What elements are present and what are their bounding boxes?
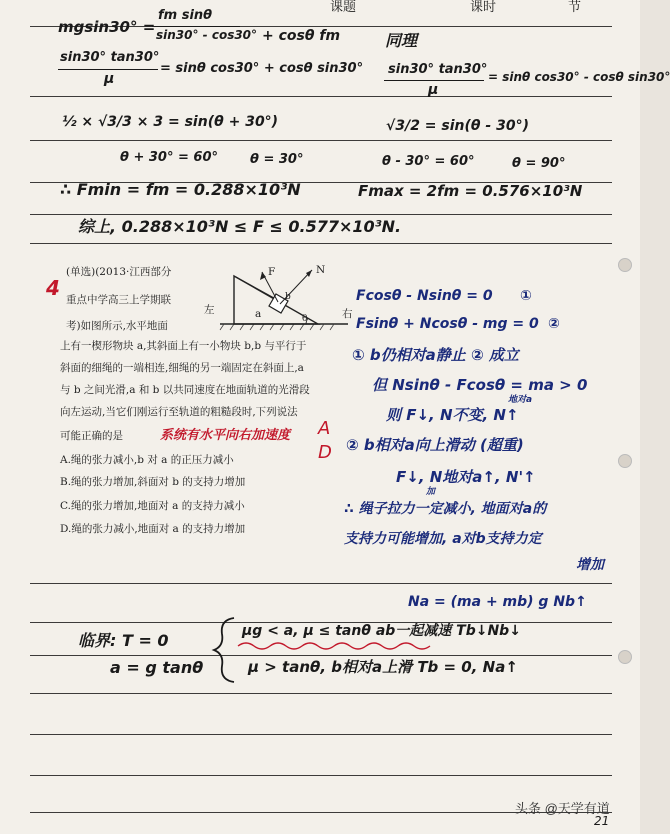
eq2-numerator: sin30° tan30°	[60, 50, 160, 65]
eq2-fraction-bar	[58, 69, 158, 70]
figure-force-n: N	[316, 264, 326, 276]
eq1-same-reasoning: 同理	[385, 31, 418, 50]
eq2b-numerator: sin30° tan30°	[388, 62, 488, 77]
header-topic-label: 课题	[330, 0, 357, 15]
sol-case2-result: F↓, N地对a↑, N'↑	[396, 468, 536, 486]
answer-a-mark: A	[318, 418, 331, 439]
eq1-denominator: sin30° - cos30°	[156, 28, 258, 42]
figure-block-b: b	[285, 292, 291, 302]
sol-eq1-tag: ①	[520, 288, 532, 304]
option-a: A.绳的张力减小,b 对 a 的正压力减小	[60, 454, 234, 466]
rule-line	[30, 96, 612, 97]
option-d: D.绳的张力减小,地面对 a 的支持力增加	[60, 523, 246, 535]
header-section-label: 节	[568, 0, 582, 15]
eq1-fraction-bar	[152, 26, 240, 27]
problem-source: (单选)(2013·江西部分	[66, 266, 172, 278]
rule-line	[30, 775, 612, 776]
problem-line-7: 可能正确的是	[60, 430, 123, 442]
figure-force-f: F	[268, 266, 276, 278]
figure-left-label: 左	[204, 304, 215, 316]
eq4-c: θ - 30° = 60°	[382, 154, 475, 169]
figure-right-label: 右	[342, 308, 353, 320]
rule-line	[30, 140, 612, 141]
critical-label: 临界: T = 0	[78, 631, 169, 650]
figure-block-a: a	[255, 308, 262, 320]
eq1-numerator: fm sinθ	[158, 8, 213, 23]
option-c: C.绳的张力增加,地面对 a 的支持力减小	[60, 500, 245, 512]
eq5-fmin: ∴ Fmin = fm = 0.288×10³N	[60, 180, 301, 199]
sol-therefore-1: ∴ 绳子拉力一定减小, 地面对a的	[344, 501, 547, 517]
answer-d-mark: D	[318, 442, 332, 463]
critical-case-2: μ > tanθ, b相对a上滑 Tb = 0, Na↑	[248, 658, 518, 676]
binder-hole	[618, 258, 632, 272]
sol-case1-then-annotation: 地对a	[508, 395, 533, 405]
rule-line	[30, 243, 612, 244]
problem-line-1: 重点中学高三上学期联	[66, 294, 171, 306]
sol-case1: ① b仍相对a静止 ② 成立	[352, 346, 519, 364]
problem-number: 4	[46, 276, 60, 300]
eq2b-rhs: = sinθ cos30° - cosθ sin30°	[488, 70, 670, 84]
binder-hole	[618, 454, 632, 468]
rule-line	[30, 583, 612, 584]
eq2b-denominator: μ	[428, 82, 439, 98]
sol-case1-but: 但 Nsinθ - Fcosθ = ma > 0	[372, 376, 588, 394]
eq2b-fraction-bar	[384, 80, 484, 81]
rule-line	[30, 693, 612, 694]
header-period-label: 课时	[470, 0, 497, 15]
watermark: 头条 @天学有道	[515, 801, 610, 816]
eq1-lhs: mgsin30° =	[58, 18, 156, 36]
option-b: B.绳的张力增加,斜面对 b 的支持力增加	[60, 476, 246, 488]
eq4-a: θ + 30° = 60°	[120, 150, 219, 165]
eq3-left: ½ × √3/3 × 3 = sin(θ + 30°)	[62, 114, 279, 130]
sol-therefore-2: 支持力可能增加, a对b支持力定	[344, 531, 542, 547]
brace-symbol	[210, 616, 240, 684]
sol-eq1: Fcosθ - Nsinθ = 0	[356, 288, 493, 304]
binder-hole	[618, 650, 632, 664]
sol-eq2: Fsinθ + Ncosθ - mg = 0	[356, 316, 539, 332]
sol-case2: ② b相对a向上滑动 (超重)	[346, 436, 524, 454]
sol-case2-result-subscript: 加	[426, 487, 436, 497]
page-number: 21	[594, 814, 610, 828]
critical-case-1: μg < a, μ ≤ tanθ ab一起减速 Tb↓Nb↓	[242, 623, 521, 639]
eq4-d: θ = 90°	[512, 156, 566, 171]
eq5-fmax: Fmax = 2fm = 0.576×10³N	[358, 182, 583, 200]
eq2-denominator: μ	[104, 71, 115, 87]
problem-line-2: 考)如图所示,水平地面	[66, 320, 168, 332]
rule-line	[30, 734, 612, 735]
eq1-tail: + cosθ fm	[262, 28, 341, 44]
eq3-right: √3/2 = sin(θ - 30°)	[386, 118, 529, 134]
problem-line-3: 上有一楔形物块 a,其斜面上有一小物块 b,b 与平行于	[60, 340, 307, 352]
sol-case1-then: 则 F↓, N不变, N↑	[386, 406, 519, 424]
problem-line-4: 斜面的细绳的一端相连,细绳的另一端固定在斜面上,a	[60, 362, 304, 374]
red-note-acceleration: 系统有水平向右加速度	[160, 428, 291, 443]
sol-eq2-tag: ②	[548, 316, 560, 332]
eq2-rhs: = sinθ cos30° + cosθ sin30°	[160, 61, 364, 76]
problem-line-5: 与 b 之间光滑,a 和 b 以共同速度在地面轨道的光滑段	[60, 384, 310, 396]
figure-angle-theta: θ	[302, 314, 308, 324]
eq6-conclusion: 综上, 0.288×10³N ≤ F ≤ 0.577×10³N.	[78, 217, 402, 236]
problem-line-6: 向左运动,当它们刚运行至轨道的粗糙段时,下列说法	[60, 406, 298, 418]
critical-na: Na = (ma + mb) g Nb↑	[408, 594, 587, 610]
red-wavy-underline	[238, 640, 438, 652]
eq4-b: θ = 30°	[250, 152, 304, 167]
critical-acceleration: a = g tanθ	[110, 658, 204, 677]
sol-therefore-3: 增加	[576, 557, 604, 573]
